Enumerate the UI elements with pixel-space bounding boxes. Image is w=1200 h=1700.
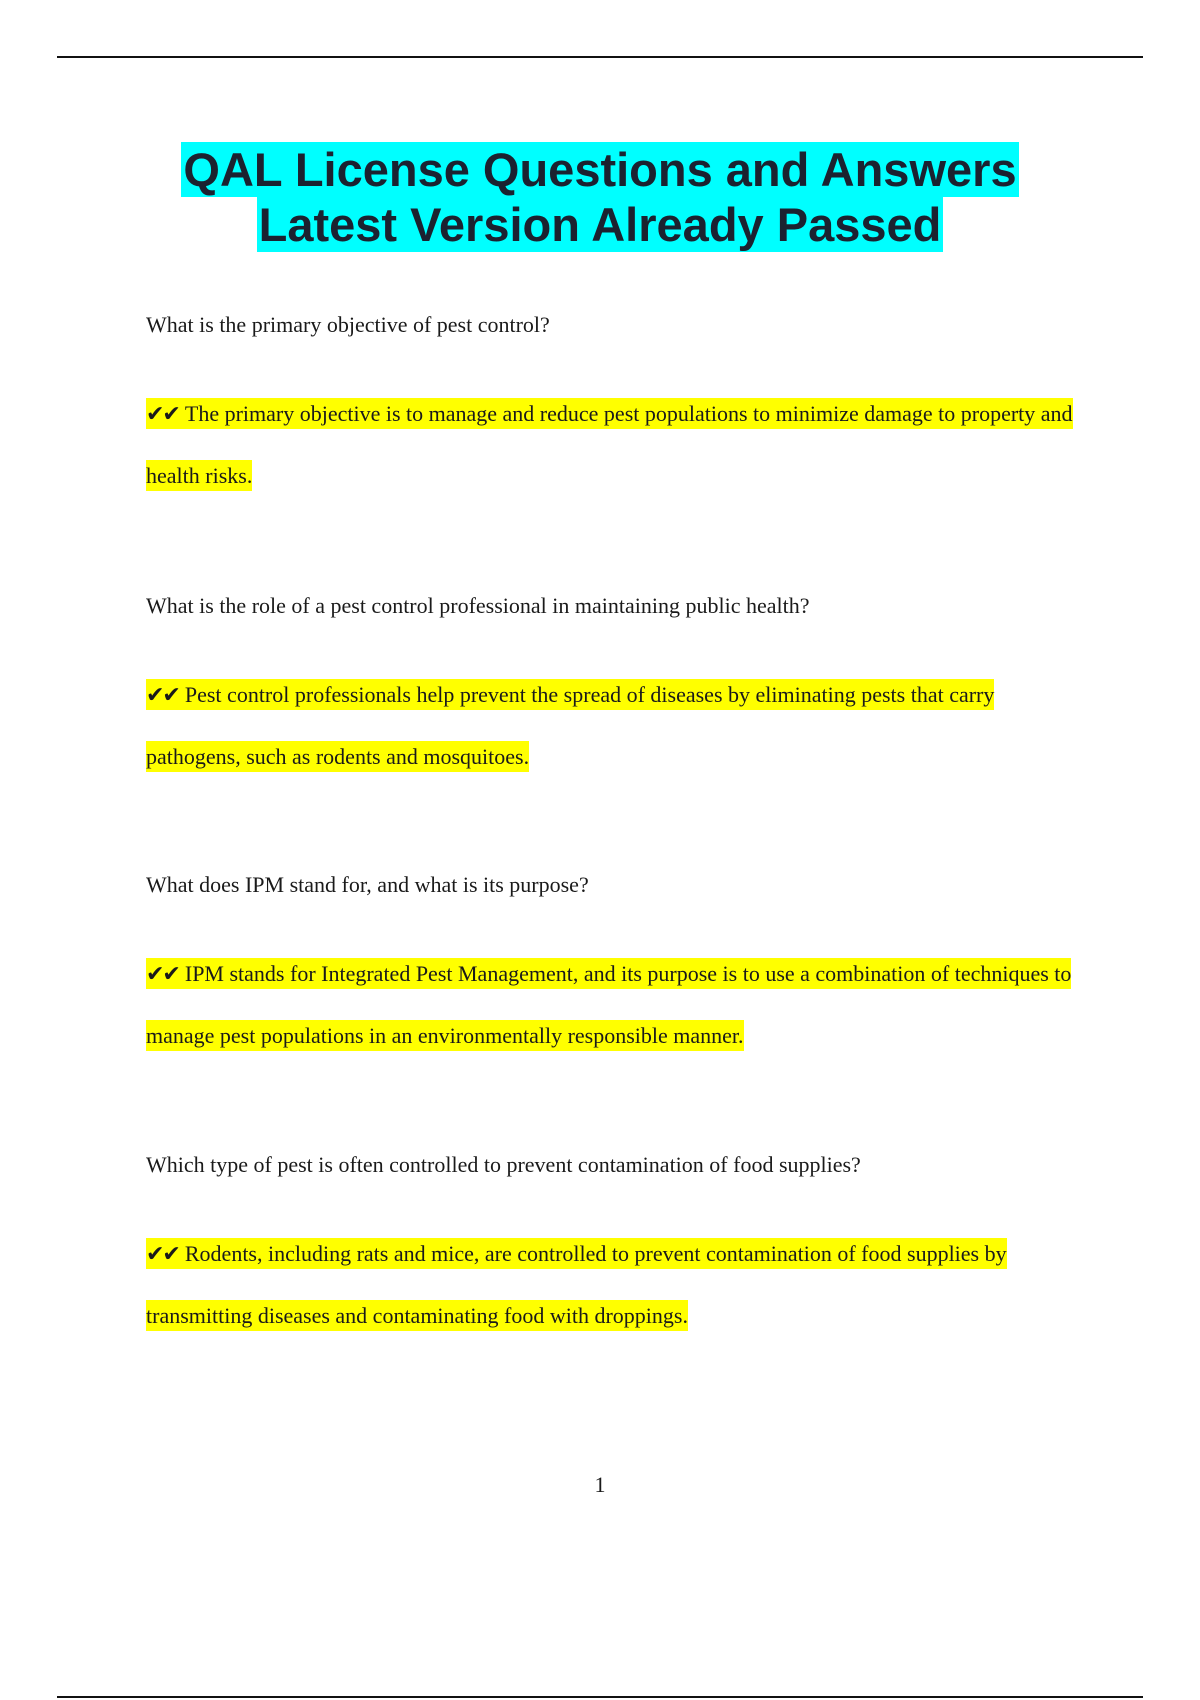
qa-item	[146, 312, 1091, 506]
answer-block	[146, 383, 1091, 506]
answer-text: The primary objective is to manage and reduce pest populations to minimize damage to property and health risks.	[146, 401, 1073, 488]
answer-block	[146, 664, 1091, 787]
qa-item	[146, 872, 1091, 1066]
answer-highlight	[146, 1238, 1007, 1331]
footer-rule	[57, 1696, 1143, 1698]
answer-highlight	[146, 398, 1073, 491]
qa-item	[146, 1152, 1091, 1346]
answer-text: Rodents, including rats and mice, are controlled to prevent contamination of food supplies by transmitting diseases and contaminating food with droppings.	[146, 1241, 1007, 1328]
page-number: 1	[594, 1472, 606, 1497]
double-check-icon: ✔✔	[146, 1242, 179, 1267]
document-title	[0, 142, 1200, 252]
answer-block	[146, 943, 1091, 1066]
answer-highlight	[146, 958, 1071, 1051]
double-check-icon: ✔✔	[146, 683, 179, 708]
question-text: What is the primary objective of pest control?	[146, 312, 550, 337]
qa-item	[146, 593, 1091, 787]
double-check-icon: ✔✔	[146, 402, 179, 427]
double-check-icon: ✔✔	[146, 962, 179, 987]
header-rule	[57, 56, 1143, 58]
answer-text: IPM stands for Integrated Pest Management, and its purpose is to use a combination of techniques to manage pest populations in an environmentally responsible manner.	[146, 961, 1072, 1048]
title-line-1: QAL License Questions and Answers	[183, 143, 1017, 196]
answer-block	[146, 1223, 1091, 1346]
question-text: Which type of pest is often controlled to prevent contamination of food supplies?	[146, 1152, 861, 1177]
answer-text: Pest control professionals help prevent the spread of diseases by eliminating pests that carry pathogens, such as rodents and mosquitoes.	[146, 682, 995, 769]
answer-highlight	[146, 679, 994, 772]
question-text: What does IPM stand for, and what is its purpose?	[146, 872, 589, 897]
title-line-2: Latest Version Already Passed	[258, 198, 942, 251]
question-text: What is the role of a pest control professional in maintaining public health?	[146, 593, 810, 618]
